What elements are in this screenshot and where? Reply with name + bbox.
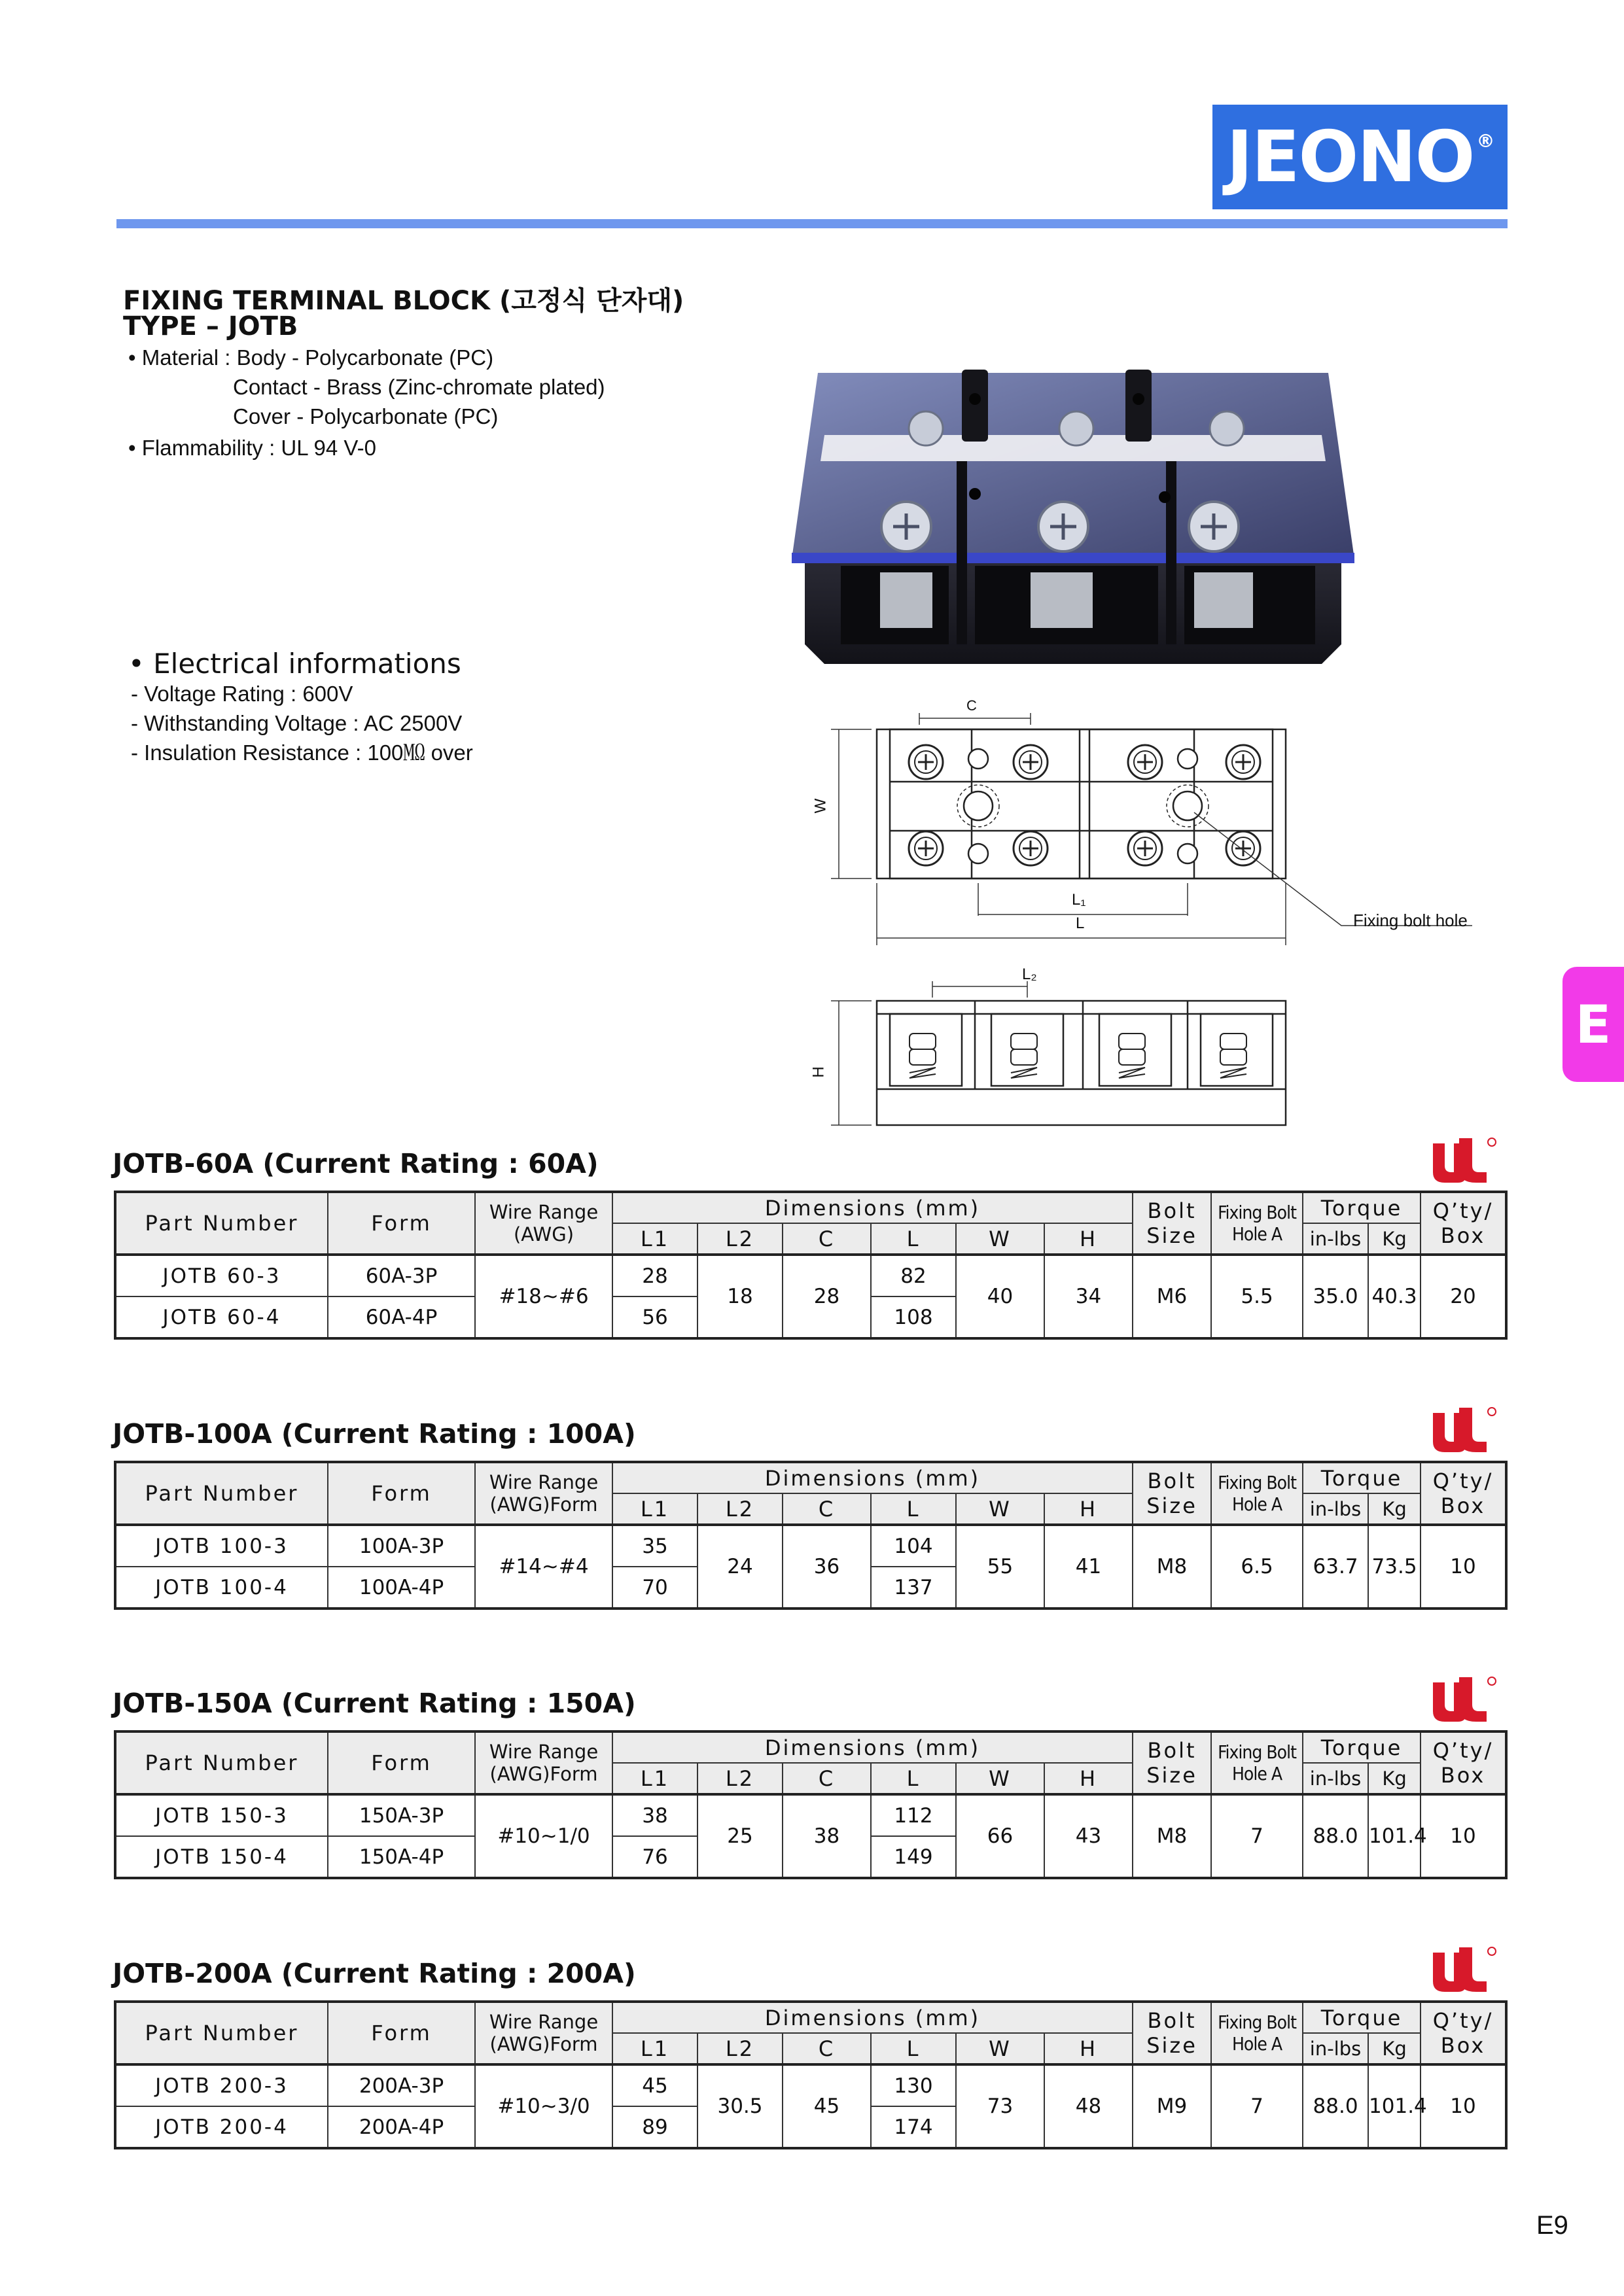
dim-l1: 38 xyxy=(612,1794,697,1836)
col-wire-range xyxy=(475,1462,612,1525)
withstanding-voltage: - Withstanding Voltage : AC 2500V xyxy=(131,711,463,735)
dim-l: 112 xyxy=(871,1794,956,1836)
part-number: JOTB 200-3 xyxy=(115,2064,328,2106)
table-title-60a: JOTB-60A (Current Rating : 60A) xyxy=(113,1148,599,1179)
bolt-label: Bolt xyxy=(1147,1469,1197,1493)
table-row xyxy=(115,1794,1506,1836)
section-tab-e: E xyxy=(1562,967,1624,1082)
part-number: JOTB 150-4 xyxy=(115,1836,328,1878)
col-w: W xyxy=(956,1223,1044,1255)
col-part-number: Part Number xyxy=(115,1192,328,1255)
part-number: JOTB 200-4 xyxy=(115,2106,328,2148)
size-label: Size xyxy=(1146,1223,1197,1248)
col-form: Form xyxy=(328,1731,475,1794)
qty-label: Q’ty/ xyxy=(1432,1198,1494,1223)
col-torque: Torque xyxy=(1303,1192,1421,1223)
col-fixing-bolt xyxy=(1211,1462,1303,1525)
wire-unit-label: (AWG) xyxy=(513,1223,574,1245)
dim-c: 28 xyxy=(783,1255,871,1338)
size-label: Size xyxy=(1146,1763,1197,1788)
col-form: Form xyxy=(328,1462,475,1525)
col-l1: L1 xyxy=(612,1493,697,1525)
dim-label-l1: L₁ xyxy=(1072,891,1086,909)
dim-l1: 45 xyxy=(612,2064,697,2106)
dim-l2: 18 xyxy=(697,1255,783,1338)
col-l1: L1 xyxy=(612,1223,697,1255)
col-l2: L2 xyxy=(697,1493,783,1525)
part-number: JOTB 100-3 xyxy=(115,1525,328,1567)
dim-l: 174 xyxy=(871,2106,956,2148)
fixing-bolt-label: Fixing Bolt xyxy=(1218,1472,1296,1493)
dim-w: 40 xyxy=(956,1255,1044,1338)
dim-l1: 56 xyxy=(612,1296,697,1338)
product-type: TYPE – JOTB xyxy=(123,311,298,341)
dim-label-h: H xyxy=(809,1066,828,1078)
col-c: C xyxy=(783,1763,871,1794)
col-wire-range xyxy=(475,1731,612,1794)
material-body: • Material : Body - Polycarbonate (PC) xyxy=(128,345,494,370)
ul-listed-icon xyxy=(1429,1406,1497,1453)
size-label: Size xyxy=(1146,1493,1197,1518)
ul-listed-icon xyxy=(1429,1946,1497,1993)
dim-w: 55 xyxy=(956,1525,1044,1609)
form: 100A-4P xyxy=(328,1567,475,1609)
spec-table-100a xyxy=(114,1461,1508,1610)
fixing-bolt-label: Fixing Bolt xyxy=(1218,1202,1296,1223)
product-title: FIXING TERMINAL BLOCK (고정식 단자대) xyxy=(123,286,684,316)
fixing-bolt-label: Fixing Bolt xyxy=(1218,1741,1296,1763)
box-label: Box xyxy=(1440,1763,1486,1788)
col-l: L xyxy=(871,1223,956,1255)
part-number: JOTB 60-4 xyxy=(115,1296,328,1338)
top-view-drawing xyxy=(811,693,1485,942)
dim-w: 73 xyxy=(956,2064,1044,2148)
col-bolt-size xyxy=(1133,2002,1211,2064)
electrical-list xyxy=(131,679,473,767)
col-h: H xyxy=(1044,2033,1133,2064)
col-bolt-size xyxy=(1133,1462,1211,1525)
dim-h: 41 xyxy=(1044,1525,1133,1609)
col-l2: L2 xyxy=(697,1223,783,1255)
torque-kg: 101.4 xyxy=(1368,1794,1421,1878)
hole-a: 6.5 xyxy=(1211,1525,1303,1609)
bolt-size: M9 xyxy=(1133,2064,1211,2148)
bolt-size: M6 xyxy=(1133,1255,1211,1338)
dim-c: 38 xyxy=(783,1794,871,1878)
bolt-size: M8 xyxy=(1133,1525,1211,1609)
ul-listed-icon xyxy=(1429,1137,1497,1184)
form: 150A-4P xyxy=(328,1836,475,1878)
spec-table-150a xyxy=(114,1730,1508,1879)
torque-kg: 40.3 xyxy=(1368,1255,1421,1338)
table-row xyxy=(115,1525,1506,1567)
col-qty xyxy=(1421,2002,1506,2064)
col-kg: Kg xyxy=(1368,1223,1421,1255)
form: 200A-3P xyxy=(328,2064,475,2106)
fixing-bolt-label: Fixing Bolt xyxy=(1218,2011,1296,2033)
dim-label-l: L xyxy=(1076,914,1085,932)
part-number: JOTB 100-4 xyxy=(115,1567,328,1609)
dim-l1: 35 xyxy=(612,1525,697,1567)
col-bolt-size xyxy=(1133,1192,1211,1255)
col-dimensions: Dimensions (mm) xyxy=(612,1462,1133,1493)
wire-unit-label: (AWG)Form xyxy=(489,2033,598,2055)
col-dimensions: Dimensions (mm) xyxy=(612,1192,1133,1223)
bolt-label: Bolt xyxy=(1147,1738,1197,1763)
box-label: Box xyxy=(1440,1493,1486,1518)
qty-box: 10 xyxy=(1421,1794,1506,1878)
material-contact: Contact - Brass (Zinc-chromate plated) xyxy=(233,375,605,399)
box-label: Box xyxy=(1440,1223,1486,1248)
voltage-rating: - Voltage Rating : 600V xyxy=(131,682,353,706)
side-view-drawing xyxy=(818,962,1309,1138)
fixing-bolt-hole-label: Fixing bolt hole xyxy=(1353,911,1468,930)
wire-range-label: Wire Range xyxy=(489,1471,599,1493)
dim-l: 82 xyxy=(871,1255,956,1296)
material-list xyxy=(128,343,605,462)
col-torque: Torque xyxy=(1303,2002,1421,2033)
dim-c: 36 xyxy=(783,1525,871,1609)
col-in-lbs: in-lbs xyxy=(1303,1763,1368,1794)
dim-l: 137 xyxy=(871,1567,956,1609)
dim-c: 45 xyxy=(783,2064,871,2148)
col-h: H xyxy=(1044,1223,1133,1255)
dim-h: 34 xyxy=(1044,1255,1133,1338)
wire-range: #10~3/0 xyxy=(475,2064,612,2148)
col-l: L xyxy=(871,2033,956,2064)
dim-label-l2: L₂ xyxy=(1022,965,1037,983)
hole-a: 7 xyxy=(1211,1794,1303,1878)
flammability: • Flammability : UL 94 V-0 xyxy=(128,436,376,460)
box-label: Box xyxy=(1440,2033,1486,2058)
dim-l: 130 xyxy=(871,2064,956,2106)
torque-kg: 101.4 xyxy=(1368,2064,1421,2148)
size-label: Size xyxy=(1146,2033,1197,2058)
qty-box: 10 xyxy=(1421,1525,1506,1609)
form: 150A-3P xyxy=(328,1794,475,1836)
spec-table-60a xyxy=(114,1191,1508,1340)
form: 60A-3P xyxy=(328,1255,475,1296)
col-kg: Kg xyxy=(1368,1493,1421,1525)
qty-label: Q’ty/ xyxy=(1432,1738,1494,1763)
torque-kg: 73.5 xyxy=(1368,1525,1421,1609)
col-w: W xyxy=(956,1763,1044,1794)
dim-l1: 70 xyxy=(612,1567,697,1609)
page-number: E9 xyxy=(1536,2211,1568,2240)
hole-a-label: Hole A xyxy=(1231,1493,1282,1515)
dim-l1: 28 xyxy=(612,1255,697,1296)
brand-name: JEONO xyxy=(1226,116,1474,198)
col-in-lbs: in-lbs xyxy=(1303,2033,1368,2064)
form: 200A-4P xyxy=(328,2106,475,2148)
col-part-number: Part Number xyxy=(115,1462,328,1525)
col-l2: L2 xyxy=(697,1763,783,1794)
col-kg: Kg xyxy=(1368,1763,1421,1794)
dim-l1: 76 xyxy=(612,1836,697,1878)
col-qty xyxy=(1421,1192,1506,1255)
col-l1: L1 xyxy=(612,1763,697,1794)
material-cover: Cover - Polycarbonate (PC) xyxy=(233,404,499,428)
table-row xyxy=(115,2064,1506,2106)
qty-box: 10 xyxy=(1421,2064,1506,2148)
col-fixing-bolt xyxy=(1211,2002,1303,2064)
form: 100A-3P xyxy=(328,1525,475,1567)
spec-table-200a xyxy=(114,2000,1508,2149)
dim-l: 104 xyxy=(871,1525,956,1567)
qty-label: Q’ty/ xyxy=(1432,2008,1494,2033)
col-wire-range xyxy=(475,1192,612,1255)
col-form: Form xyxy=(328,2002,475,2064)
registered-mark: ® xyxy=(1476,130,1494,152)
col-l: L xyxy=(871,1493,956,1525)
dim-l2: 25 xyxy=(697,1794,783,1878)
col-torque: Torque xyxy=(1303,1731,1421,1763)
col-wire-range xyxy=(475,2002,612,2064)
qty-label: Q’ty/ xyxy=(1432,1469,1494,1493)
brand-logo xyxy=(1212,105,1508,209)
wire-unit-label: (AWG)Form xyxy=(489,1763,598,1785)
form: 60A-4P xyxy=(328,1296,475,1338)
torque-in-lbs: 88.0 xyxy=(1303,2064,1368,2148)
bolt-label: Bolt xyxy=(1147,1198,1197,1223)
part-number: JOTB 150-3 xyxy=(115,1794,328,1836)
col-in-lbs: in-lbs xyxy=(1303,1223,1368,1255)
torque-in-lbs: 88.0 xyxy=(1303,1794,1368,1878)
header-rule xyxy=(116,219,1508,228)
dim-l2: 24 xyxy=(697,1525,783,1609)
col-bolt-size xyxy=(1133,1731,1211,1794)
product-photo xyxy=(779,363,1368,670)
wire-range-label: Wire Range xyxy=(489,1741,599,1763)
dim-l: 149 xyxy=(871,1836,956,1878)
electrical-heading: • Electrical informations xyxy=(128,648,461,680)
bolt-label: Bolt xyxy=(1147,2008,1197,2033)
col-fixing-bolt xyxy=(1211,1731,1303,1794)
insulation-resistance: - Insulation Resistance : 100㏁ over xyxy=(131,740,473,765)
col-l: L xyxy=(871,1763,956,1794)
col-fixing-bolt xyxy=(1211,1192,1303,1255)
col-part-number: Part Number xyxy=(115,2002,328,2064)
col-torque: Torque xyxy=(1303,1462,1421,1493)
hole-a: 7 xyxy=(1211,2064,1303,2148)
dim-h: 48 xyxy=(1044,2064,1133,2148)
wire-range: #18~#6 xyxy=(475,1255,612,1338)
col-kg: Kg xyxy=(1368,2033,1421,2064)
qty-box: 20 xyxy=(1421,1255,1506,1338)
dim-l: 108 xyxy=(871,1296,956,1338)
col-l1: L1 xyxy=(612,2033,697,2064)
col-c: C xyxy=(783,1493,871,1525)
col-l2: L2 xyxy=(697,2033,783,2064)
dim-w: 66 xyxy=(956,1794,1044,1878)
col-w: W xyxy=(956,1493,1044,1525)
wire-range: #14~#4 xyxy=(475,1525,612,1609)
col-c: C xyxy=(783,2033,871,2064)
table-title-200a: JOTB-200A (Current Rating : 200A) xyxy=(113,1958,636,1989)
col-qty xyxy=(1421,1462,1506,1525)
col-c: C xyxy=(783,1223,871,1255)
hole-a-label: Hole A xyxy=(1231,1223,1282,1245)
hole-a-label: Hole A xyxy=(1231,2033,1282,2055)
table-title-100a: JOTB-100A (Current Rating : 100A) xyxy=(113,1418,636,1450)
torque-in-lbs: 35.0 xyxy=(1303,1255,1368,1338)
bolt-size: M8 xyxy=(1133,1794,1211,1878)
hole-a-label: Hole A xyxy=(1231,1763,1282,1784)
col-part-number: Part Number xyxy=(115,1731,328,1794)
wire-range-label: Wire Range xyxy=(489,1201,599,1223)
wire-range: #10~1/0 xyxy=(475,1794,612,1878)
hole-a: 5.5 xyxy=(1211,1255,1303,1338)
col-w: W xyxy=(956,2033,1044,2064)
col-qty xyxy=(1421,1731,1506,1794)
col-dimensions: Dimensions (mm) xyxy=(612,1731,1133,1763)
part-number: JOTB 60-3 xyxy=(115,1255,328,1296)
dim-label-w: W xyxy=(811,798,830,814)
col-dimensions: Dimensions (mm) xyxy=(612,2002,1133,2033)
dim-l1: 89 xyxy=(612,2106,697,2148)
col-h: H xyxy=(1044,1763,1133,1794)
col-in-lbs: in-lbs xyxy=(1303,1493,1368,1525)
col-h: H xyxy=(1044,1493,1133,1525)
table-row xyxy=(115,1255,1506,1296)
wire-range-label: Wire Range xyxy=(489,2011,599,2033)
wire-unit-label: (AWG)Form xyxy=(489,1493,598,1516)
dim-h: 43 xyxy=(1044,1794,1133,1878)
torque-in-lbs: 63.7 xyxy=(1303,1525,1368,1609)
dim-label-c: C xyxy=(966,697,977,714)
col-form: Form xyxy=(328,1192,475,1255)
ul-listed-icon xyxy=(1429,1676,1497,1723)
dim-l2: 30.5 xyxy=(697,2064,783,2148)
table-title-150a: JOTB-150A (Current Rating : 150A) xyxy=(113,1688,636,1719)
